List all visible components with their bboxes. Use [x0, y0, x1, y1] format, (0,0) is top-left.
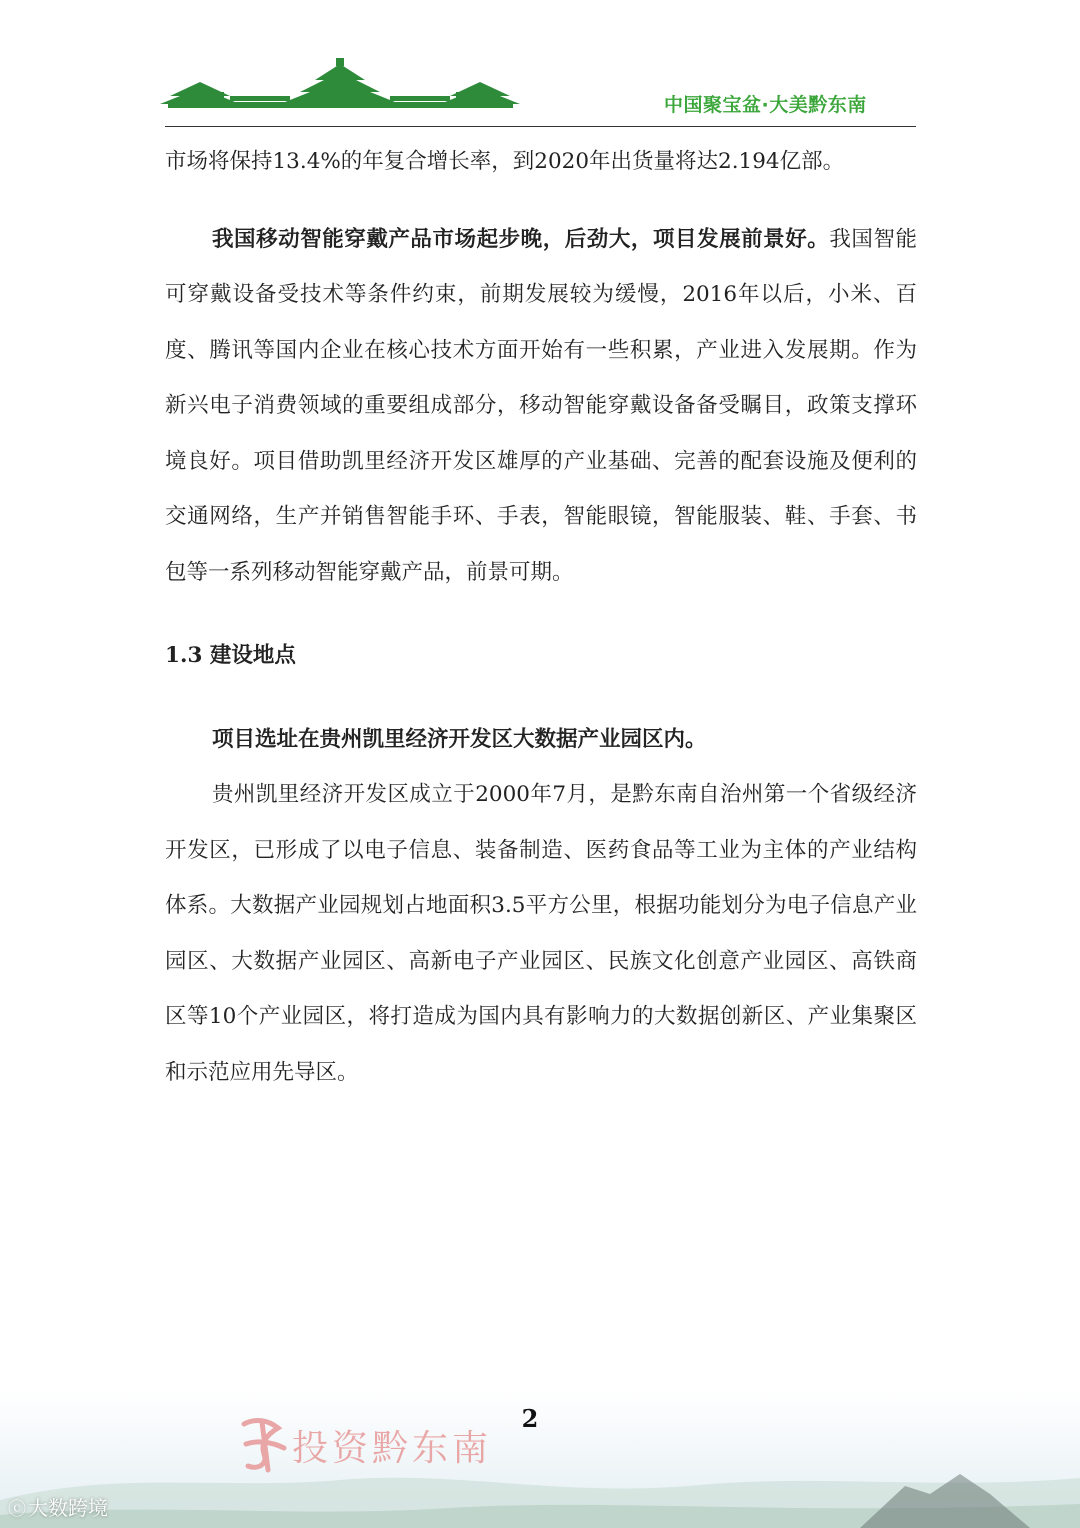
footer-brand-text: 投资黔东南 — [292, 1428, 493, 1469]
paragraph-body-text: 我国智能可穿戴设备受技术等条件约束，前期发展较为缓慢，2016年以后，小米、百度、腾讯等国内企业在核心技术方面开始有一些积累，产业进入发展期。作为新兴电子消费领域的重要组成部分，移动智能穿戴设备备受瞩目，政策支撑环境良好。项目借助凯里经济开发区雄厚的产业基础、完善的配套设施及便利的交通网络，生产并销售智能手环、手表，智能眼镜，智能服装、鞋、手套、书包等一系列移动智能穿戴产品，前景可期。 — [165, 226, 917, 585]
calligraphy-seal-icon — [238, 1414, 290, 1474]
section-heading: 1.3 建设地点 — [165, 643, 296, 668]
wechat-channel-icon: ⓒ — [8, 1499, 26, 1520]
paragraph-wearable-outlook — [165, 212, 917, 601]
paragraph-development-zone: 贵州凯里经济开发区成立于2000年7月，是黔东南自治州第一个省级经济开发区，已形成了以电子信息、装备制造、医药食品等工业为主体的产业结构体系。大数据产业园规划占地面积3.5平方公里，根据功能划分为电子信息产业园区、大数据产业园区、高新电子产业园区、民族文化创意产业园区、高铁商区等10个产业园区，将打造成为国内具有影响力的大数据创新区、产业集聚区和示范应用先导区。 — [165, 782, 917, 1085]
watermark-text: 大数跨境 — [28, 1496, 108, 1520]
paragraph-site-location: 项目选址在贵州凯里经济开发区大数据产业园区内。 — [212, 726, 707, 752]
header-divider — [165, 126, 916, 127]
page-number: 2 — [521, 1404, 539, 1433]
paragraph-market-growth: 市场将保持13.4%的年复合增长率，到2020年出货量将达2.194亿部。 — [165, 149, 845, 174]
paragraph-lead-sentence: 我国移动智能穿戴产品市场起步晚，后劲大，项目发展前景好。 — [212, 226, 830, 252]
header-slogan: 中国聚宝盆·大美黔东南 — [664, 94, 867, 116]
document-body — [165, 134, 917, 1100]
drum-tower-pavilion-icon — [160, 58, 520, 118]
watermark — [8, 1492, 108, 1521]
